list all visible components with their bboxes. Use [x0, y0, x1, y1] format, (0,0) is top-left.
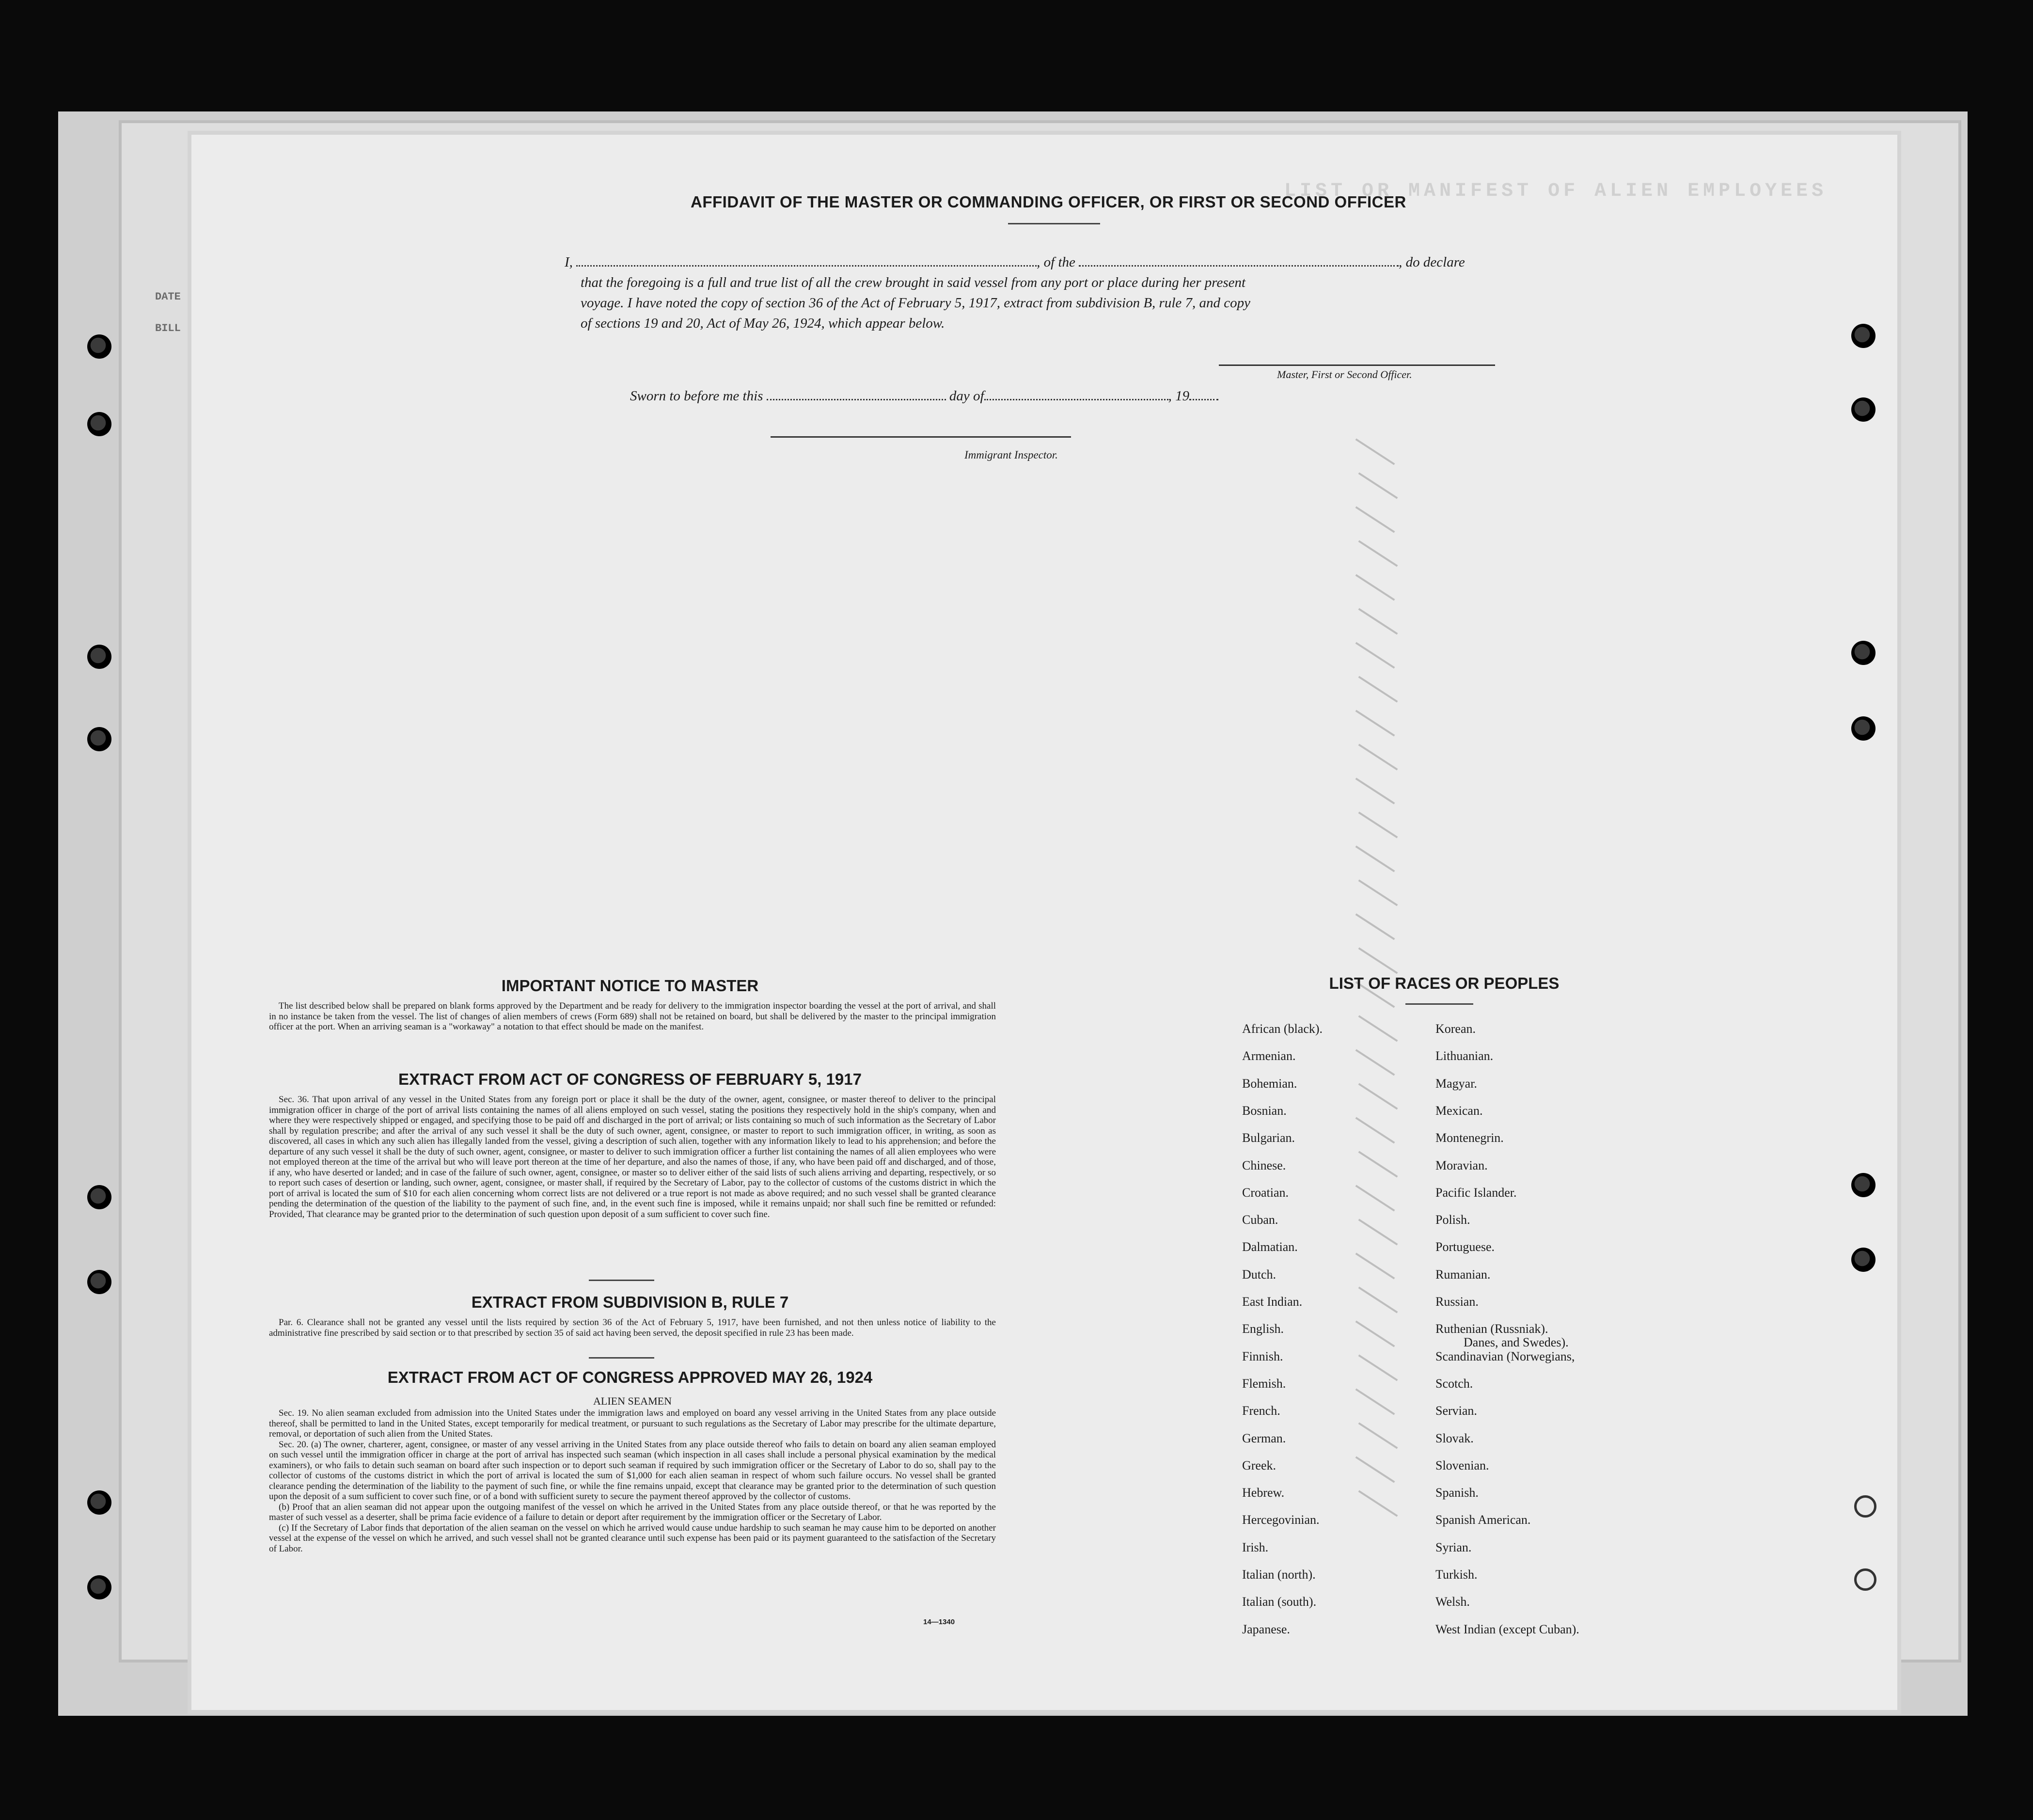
- race-item: Slovak.: [1435, 1431, 1474, 1445]
- rule-7-text: [269, 1317, 996, 1338]
- binder-hole-icon: [87, 412, 111, 436]
- affidavit-line-4: of sections 19 and 20, Act of May 26, 1924, which appear below.: [581, 316, 945, 331]
- binder-hole-icon: [87, 1270, 111, 1294]
- binder-hole-icon: [87, 334, 111, 359]
- race-item: Italian (north).: [1242, 1567, 1316, 1582]
- affidavit-text: , of the: [1037, 254, 1075, 270]
- section-36-paragraph: Sec. 36. That upon arrival of any vessel in the United States from any foreign port or place it shall be the duty of the owner, agent, consignee, or master thereof to deliver to the principal immigration officer in charge of the port of arrival lists containing the names of all aliens employed on such vessel, stating the positions they respectively hold in the ship's company, when and where they were respectively shipped or engaged, and specifying those to be paid off and discharged in the port of arrival; or lists containing so much of such information as the Secretary of Labor shall by regulation prescribe; and after the arrival of any such vessel it shall be the duty of such owner, agent, consignee, or master to report to such immigration officer, in writing, as soon as discovered, all cases in which any such alien has illegally landed from the vessel, giving a description of such alien, together with any information likely to lead to his apprehension; and before the departure of any such vessel it shall be the duty of such owner, agent, consignee, or master to deliver to such immigration officer a further list containing the names of all alien employees who were not employed thereon at the time of the arrival but who will leave port thereon at the time of her departure, and also the names of those, if any, who have been paid off and discharged, and of those, if any, who have deserted or landed; and in case of the failure of such owner, agent, consignee, or master so to deliver either of the said lists of such aliens arriving and departing, respectively, or so to report such cases of desertion or landing, such owner, agent, consignee, or master shall, if required by the Secretary of Labor, pay to the collector of customs of the customs district in which the port of arrival is located the sum of $10 for each alien concerning whom correct lists are not delivered or a true report is not made as above required; and no such vessel shall be granted clearance pending the determination of the question of the liability to the payment of such fine, and, in the event such fine is imposed, while it remains unpaid; nor shall such fine be remitted or refunded: Provided, That clearance may be granted prior to the determination of such question upon deposit of a sum sufficient to cover such fine.: [269, 1094, 996, 1219]
- race-item: Hercegovinian.: [1242, 1513, 1320, 1527]
- race-item: Spanish American.: [1435, 1513, 1531, 1527]
- extract-1917-text: [269, 1094, 996, 1219]
- binder-hole-icon: [1851, 716, 1875, 741]
- races-title: LIST OF RACES OR PEOPLES: [1329, 974, 1560, 992]
- notice-paragraph: The list described below shall be prepared on blank forms approved by the Department and be ready for delivery to the immigration inspector boarding the vessel at the port of arrival, and shall in no instance be taken from the vessel. The list of changes of alien members of crews (Form 689) shall not be retained on board, but shall be delivered by the master to the principal immigration officer at the port. When an arriving seaman is a "workaway" a notation to that effect should be made on the manifest.: [269, 1001, 996, 1032]
- race-item: Croatian.: [1242, 1185, 1289, 1200]
- race-item: Danes, and Swedes).: [1464, 1335, 1569, 1350]
- section-divider: [589, 1280, 654, 1281]
- race-item: Spanish.: [1435, 1486, 1479, 1500]
- race-item: Greek.: [1242, 1458, 1277, 1472]
- affidavit-line-1: [565, 252, 1465, 272]
- race-item: Bohemian.: [1242, 1076, 1297, 1091]
- race-item: Scandinavian (Norwegians,: [1435, 1349, 1575, 1363]
- race-item: Mexican.: [1435, 1103, 1483, 1118]
- vessel-blank-field[interactable]: [1079, 253, 1399, 267]
- race-item: Slovenian.: [1435, 1458, 1489, 1472]
- affidavit-title: AFFIDAVIT OF THE MASTER OR COMMANDING OFFICER, OR FIRST OR SECOND OFFICER: [691, 193, 1406, 211]
- binder-ring-hole-icon: [1854, 1495, 1876, 1518]
- race-item: Armenian.: [1242, 1049, 1296, 1063]
- sworn-year-blank-field[interactable]: [1189, 387, 1218, 400]
- race-item: Japanese.: [1242, 1622, 1290, 1636]
- race-item: Moravian.: [1435, 1158, 1488, 1172]
- race-item: Ruthenian (Russniak).: [1435, 1322, 1548, 1336]
- race-item: Russian.: [1435, 1295, 1479, 1309]
- form-number: 14—1340: [923, 1618, 955, 1626]
- binder-hole-icon: [87, 1185, 111, 1209]
- show-through-heading: LIST OR MANIFEST OF ALIEN EMPLOYEES: [1284, 180, 1828, 202]
- race-item: Pacific Islander.: [1435, 1185, 1517, 1200]
- binder-hole-icon: [87, 1575, 111, 1599]
- race-item: Servian.: [1435, 1404, 1477, 1418]
- race-item: Finnish.: [1242, 1349, 1283, 1363]
- inspector-signature-label: Immigrant Inspector.: [964, 449, 1058, 461]
- race-item: Dalmatian.: [1242, 1240, 1298, 1254]
- binder-hole-icon: [87, 727, 111, 751]
- race-item: Magyar.: [1435, 1076, 1477, 1091]
- race-item: Cuban.: [1242, 1213, 1278, 1227]
- binder-hole-icon: [1851, 397, 1875, 422]
- binder-ring-hole-icon: [1854, 1568, 1876, 1591]
- race-item: French.: [1242, 1404, 1280, 1418]
- alien-seamen-subtitle: ALIEN SEAMEN: [593, 1395, 672, 1407]
- race-item: Irish.: [1242, 1540, 1269, 1554]
- races-divider: [1405, 1003, 1473, 1005]
- extract-1924-text: [269, 1408, 996, 1554]
- race-item: Bosnian.: [1242, 1103, 1287, 1118]
- title-divider: [1008, 223, 1100, 224]
- sec-20a-paragraph: Sec. 20. (a) The owner, charterer, agent, consignee, or master of any vessel arriving in the United States from any place outside thereof who fails to detain on board any alien seaman employed on such vessel until the immigration officer in charge at the port of arrival has inspected such seaman (which inspection in all cases shall include a personal physical examination by the medical examiners), or who fails to detain such seaman on board after such inspection or to deport such seaman if required by such immigration officer or the Secretary of Labor to do so, shall pay to the collector of customs of the customs district in which the port of arrival is located the sum of $1,000 for each alien seaman in respect of whom such failure occurs. No vessel shall be granted clearance pending the determination of the liability to the payment of such fine, or while the fine remains unpaid, except that clearance may be granted prior to the determination of such question upon the deposit of a sum sufficient to cover such fine, or of a bond with sufficient surety to secure the payment thereof approved by the collector of customs.: [269, 1439, 996, 1502]
- sworn-text: Sworn to before me this: [630, 388, 763, 404]
- binder-hole-icon: [1851, 1173, 1875, 1197]
- binder-hole-icon: [87, 645, 111, 669]
- race-item: Turkish.: [1435, 1567, 1478, 1582]
- show-through-label: DATE: [155, 291, 181, 303]
- show-through-label: BILL: [155, 322, 181, 334]
- rule-7-title: EXTRACT FROM SUBDIVISION B, RULE 7: [471, 1293, 789, 1311]
- binder-hole-icon: [1851, 641, 1875, 665]
- race-item: Lithuanian.: [1435, 1049, 1494, 1063]
- race-item: Syrian.: [1435, 1540, 1472, 1554]
- notice-title: IMPORTANT NOTICE TO MASTER: [501, 977, 759, 995]
- race-item: Chinese.: [1242, 1158, 1286, 1172]
- race-item: Bulgarian.: [1242, 1131, 1295, 1145]
- race-item: Portuguese.: [1435, 1240, 1495, 1254]
- race-item: Welsh.: [1435, 1595, 1470, 1609]
- day-of-text: day of: [949, 388, 984, 404]
- sworn-day-blank-field[interactable]: [767, 387, 946, 400]
- affidavit-line-2: that the foregoing is a full and true list of all the crew brought in said vessel from any port or place during her present: [581, 275, 1246, 290]
- sec-20c-paragraph: (c) If the Secretary of Labor finds that deportation of the alien seaman on the vessel on which he arrived would cause undue hardship to such seaman he may cause him to be deported on another vessel at the expense of the vessel on which he arrived, and such vessel shall not be granted clearance until such expense has been paid or its payment guaranteed to the satisfaction of the Secretary of Labor.: [269, 1522, 996, 1554]
- name-blank-field[interactable]: [576, 253, 1037, 267]
- race-item: East Indian.: [1242, 1295, 1303, 1309]
- sec-19-paragraph: Sec. 19. No alien seaman excluded from admission into the United States under the immigration laws and employed on board any vessel arriving in the United States from any place outside thereof, shall be permitted to land in the United States, except temporarily for medical treatment, or pursuant to such regulations as the Secretary of Labor may prescribe for the ultimate departure, removal, or deportation of such alien from the United States.: [269, 1408, 996, 1439]
- binder-hole-icon: [87, 1490, 111, 1515]
- extract-1917-title: EXTRACT FROM ACT OF CONGRESS OF FEBRUARY 5, 1917: [398, 1070, 862, 1088]
- race-item: Italian (south).: [1242, 1595, 1317, 1609]
- inspector-signature-line[interactable]: [771, 436, 1071, 438]
- section-divider: [589, 1357, 654, 1359]
- race-item: German.: [1242, 1431, 1286, 1445]
- master-signature-label: Master, First or Second Officer.: [1277, 368, 1412, 380]
- sworn-month-blank-field[interactable]: [984, 387, 1168, 400]
- affidavit-line-3: voyage. I have noted the copy of section 36 of the Act of February 5, 1917, extract from subdivision B, rule 7, and copy: [581, 295, 1251, 311]
- race-item: English.: [1242, 1322, 1284, 1336]
- race-item: African (black).: [1242, 1022, 1323, 1036]
- binder-hole-icon: [1851, 1248, 1875, 1272]
- sworn-line: [630, 386, 1218, 406]
- race-item: Montenegrin.: [1435, 1131, 1504, 1145]
- race-item: Hebrew.: [1242, 1486, 1285, 1500]
- sec-20b-paragraph: (b) Proof that an alien seaman did not appear upon the outgoing manifest of the vessel on which he arrived in the United States from any place outside thereof, or that he was reported by the master of such vessel as a deserter, shall be prima facie evidence of a failure to detain or deport after requirement by the immigration officer or the Secretary of Labor.: [269, 1502, 996, 1522]
- race-item: Korean.: [1435, 1022, 1476, 1036]
- par-6-paragraph: Par. 6. Clearance shall not be granted any vessel until the lists required by section 36 of the Act of February 5, 1917, have been furnished, and not then unless notice of liability to the administrative fine prescribed by said section or to that prescribed by section 35 of said act having been served, the deposit specified in rule 23 has been made.: [269, 1317, 996, 1338]
- binder-hole-icon: [1851, 324, 1875, 348]
- year-text: , 19: [1168, 388, 1190, 404]
- race-item: Scotch.: [1435, 1376, 1473, 1391]
- race-item: Rumanian.: [1435, 1267, 1491, 1282]
- race-item: Dutch.: [1242, 1267, 1277, 1282]
- affidavit-text: I,: [565, 254, 573, 270]
- affidavit-text: , do declare: [1399, 254, 1465, 270]
- extract-1924-title: EXTRACT FROM ACT OF CONGRESS APPROVED MAY 26, 1924: [387, 1368, 873, 1386]
- notice-text: [269, 1001, 996, 1032]
- race-item: Flemish.: [1242, 1376, 1286, 1391]
- race-item: Polish.: [1435, 1213, 1470, 1227]
- race-item: West Indian (except Cuban).: [1435, 1622, 1579, 1636]
